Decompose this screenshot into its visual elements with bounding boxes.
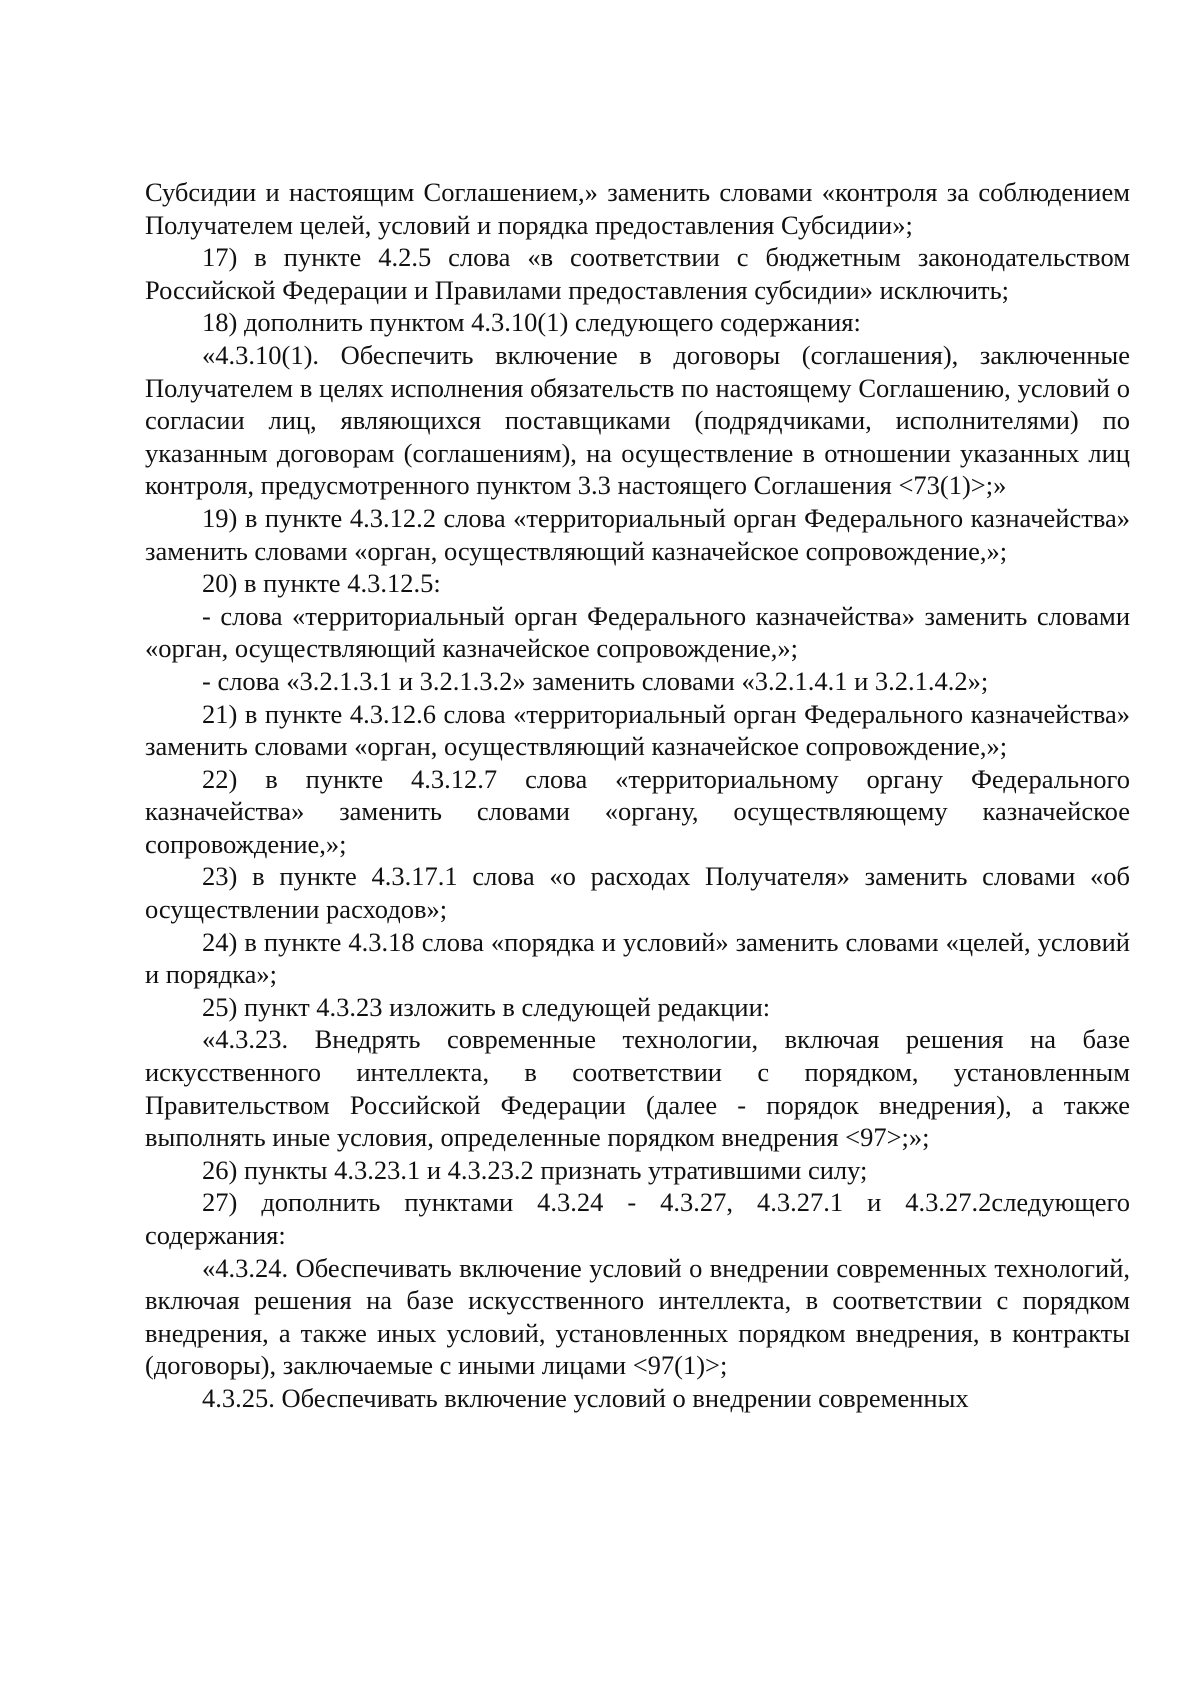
paragraph-item-21: 21) в пункте 4.3.12.6 слова «территориальный орган Федерального казначейства» заменить словами «орган, осуществляющий казначейское сопровождение,»; [145, 698, 1130, 762]
paragraph-item-20-sub-1: - слова «территориальный орган Федерального казначейства» заменить словами «орган, осуществляющий казначейское сопровождение,»; [145, 600, 1130, 664]
paragraph-item-25: 25) пункт 4.3.23 изложить в следующей редакции: [202, 991, 771, 1022]
paragraph-item-22: 22) в пункте 4.3.12.7 слова «территориальному органу Федерального казначейства» заменить словами «органу, осуществляющему казначейское сопровождение,»; [145, 763, 1130, 859]
paragraph-item-17: 17) в пункте 4.2.5 слова «в соответствии с бюджетным законодательством Российской Федерации и Правилами предоставления субсидии» исключить; [145, 242, 1130, 305]
paragraph-item-18: 18) дополнить пунктом 4.3.10(1) следующего содержания: [202, 307, 861, 338]
paragraph-item-27: 27) дополнить пунктами 4.3.24 - 4.3.27, 4.3.27.1 и 4.3.27.2следующего содержания: [145, 1187, 1130, 1250]
paragraph-item-20-sub-2: - слова «3.2.1.3.1 и 3.2.1.3.2» заменить словами «3.2.1.4.1 и 3.2.1.4.2»; [202, 665, 989, 696]
paragraph-item-24: 24) в пункте 4.3.18 слова «порядка и условий» заменить словами «целей, условий и порядка»; [145, 926, 1130, 990]
paragraph-item-19: 19) в пункте 4.3.12.2 слова «территориальный орган Федерального казначейства» заменить словами «орган, осуществляющий казначейское сопровождение,»; [145, 502, 1130, 566]
paragraph-continuation: Субсидии и настоящим Соглашением,» заменить словами «контроля за соблюдением Получателем целей, условий и порядка предоставления Субсидии»; [145, 177, 1130, 240]
document-page [145, 176, 1130, 1415]
paragraph-clause-4-3-24: «4.3.24. Обеспечивать включение условий о внедрении современных технологий, включая решения на базе искусственного интеллекта, в соответствии с порядком внедрения, а также иных условий, установленных порядком внедрения, в контракты (договоры), заключаемые с иными лицами <97(1)>; [145, 1252, 1130, 1381]
paragraph-item-20: 20) в пункте 4.3.12.5: [202, 568, 441, 599]
paragraph-item-23: 23) в пункте 4.3.17.1 слова «о расходах Получателя» заменить словами «об осуществлении расходов»; [145, 861, 1130, 925]
paragraph-clause-4-3-10-1: «4.3.10(1). Обеспечить включение в договоры (соглашения), заключенные Получателем в целях исполнения обязательств по настоящему Соглашению, условий о согласии лиц, являющихся поставщиками (подрядчиками, исполнителями) по указанным договорам (соглашениям), на осуществление в отношении указанных лиц контроля, предусмотренного пунктом 3.3 настоящего Соглашения <73(1)>;» [145, 339, 1130, 501]
paragraph-item-26: 26) пункты 4.3.23.1 и 4.3.23.2 признать утратившими силу; [202, 1154, 868, 1185]
paragraph-clause-4-3-25: 4.3.25. Обеспечивать включение условий о внедрении современных [202, 1382, 969, 1413]
paragraph-clause-4-3-23: «4.3.23. Внедрять современные технологии, включая решения на базе искусственного интеллекта, в соответствии с порядком, установленным Правительством Российской Федерации (далее - порядок внедрения), а также выполнять иные условия, определенные порядком внедрения <97>;»; [145, 1024, 1130, 1153]
